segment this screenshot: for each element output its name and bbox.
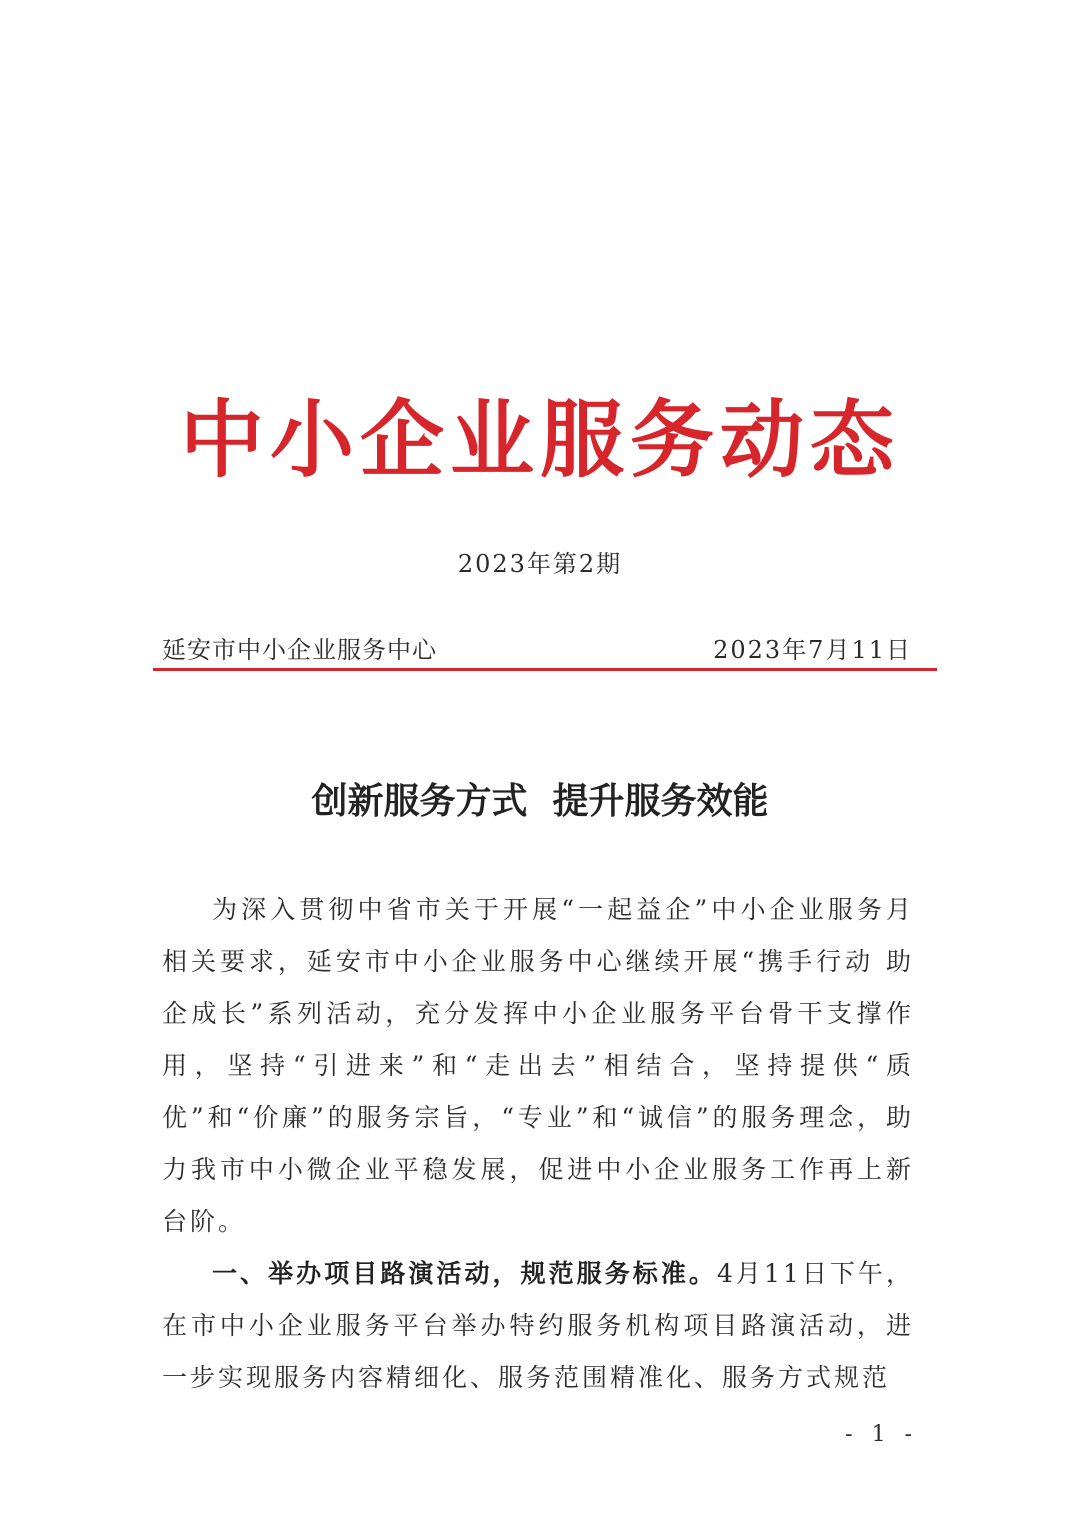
publisher-info-row xyxy=(162,632,912,668)
section-heading: 一、举办项目路演活动，规范服务标准。 xyxy=(212,1259,717,1288)
red-divider-rule xyxy=(153,668,937,671)
publication-date: 2023年7月11日 xyxy=(713,636,912,664)
article-body xyxy=(162,884,914,1404)
issue-number: 2023年第2期 xyxy=(457,550,623,578)
body-paragraph: 为深入贯彻中省市关于开展“一起益企”中小企业服务月相关要求，延安市中小企业服务中心继续开展“携手行动 助企成长”系列活动，充分发挥中小企业服务平台骨干支撑作用，坚持“引进来”和“走出去”相结合，坚持提供“质优”和“价廉”的服务宗旨，“专业”和“诚信”的服务理念，助力我市中小微企业平稳发展，促进中小企业服务工作再上新台阶。 xyxy=(162,895,914,1236)
page-number: - 1 - xyxy=(845,1422,918,1447)
section-paragraph xyxy=(162,1248,914,1404)
organization-name: 延安市中小企业服务中心 xyxy=(162,636,437,664)
section-text: 4月11日下午，在市中小企业服务平台举办特约服务机构项目路演活动，进一步实现服务内容精细化、服务范围精准化、服务方式规范 xyxy=(162,1259,914,1392)
masthead-title: 中小企业服务动态 xyxy=(179,391,900,489)
article-title: 创新服务方式 提升服务效能 xyxy=(311,781,769,822)
